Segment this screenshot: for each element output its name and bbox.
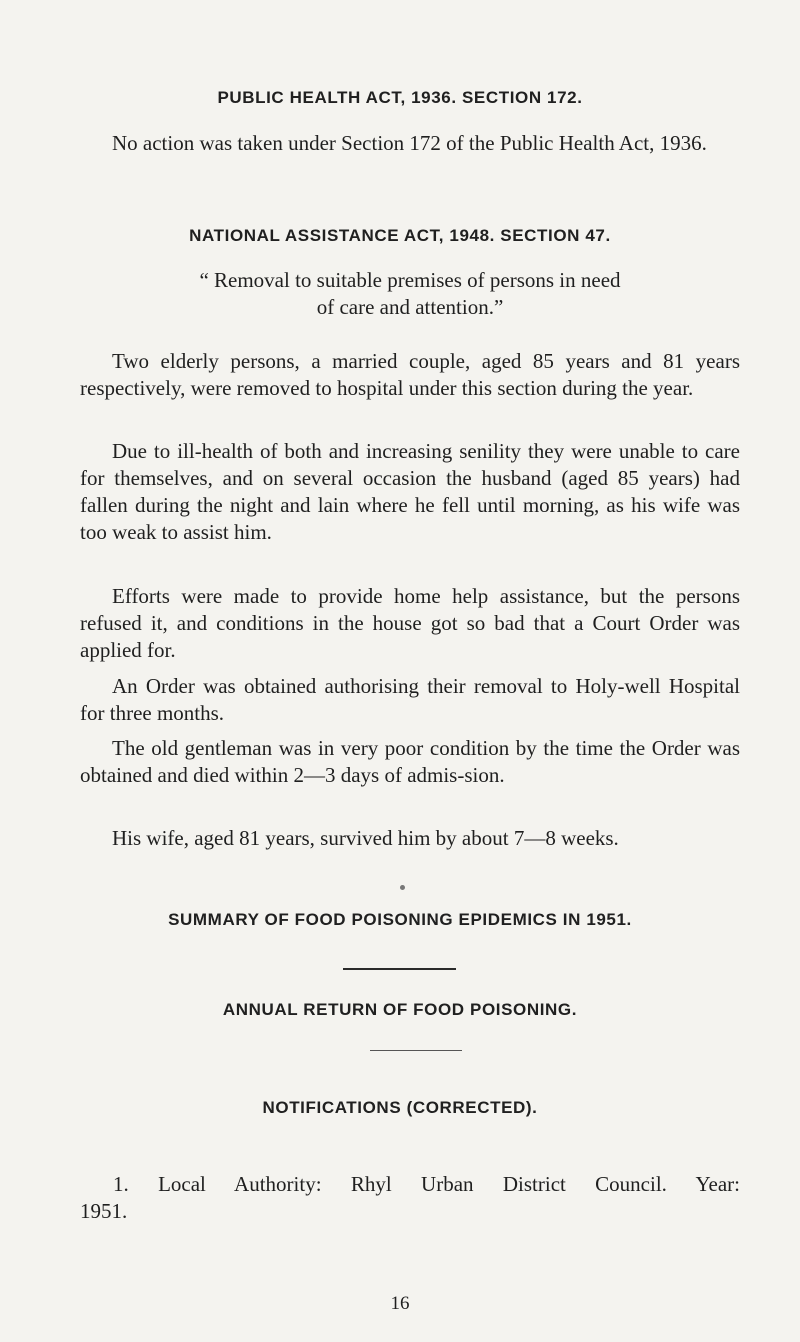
public-health-act-heading: PUBLIC HEALTH ACT, 1936. SECTION 172. (217, 88, 583, 107)
notification-item-1-line-2: 1951. (80, 1199, 128, 1223)
notification-item-1-line-1: 1. Local Authority: Rhyl Urban District Council. Year: (113, 1172, 740, 1196)
notifications-heading: NOTIFICATIONS (CORRECTED). (262, 1098, 538, 1117)
stray-mark (400, 885, 405, 890)
national-assistance-act-heading: NATIONAL ASSISTANCE ACT, 1948. SECTION 47. (189, 226, 611, 245)
divider-rule-1 (343, 968, 456, 970)
divider-rule-2 (370, 1050, 462, 1051)
paragraph-efforts: Efforts were made to provide home help assistance, but the persons refused it, and conditions in the house got so bad that a Court Order was applied for. (80, 584, 740, 662)
paragraph-removal: Two elderly persons, a married couple, aged 85 years and 81 years respectively, were removed to hospital under this section during the year. (80, 349, 740, 400)
paragraph-wife: His wife, aged 81 years, survived him by about 7—8 weeks. (112, 826, 619, 850)
paragraph-ill-health: Due to ill-health of both and increasing senility they were unable to care for themselves, and on several occasion the husband (aged 85 years) had fallen during the night and lain where he fell until morning, as his wife was too weak to assist him. (80, 439, 740, 544)
page-number: 16 (390, 1293, 410, 1314)
paragraph-old-gentleman: The old gentleman was in very poor condition by the time the Order was obtained and died within 2—3 days of admis-sion. (80, 736, 740, 787)
summary-heading: SUMMARY OF FOOD POISONING EPIDEMICS IN 1951. (168, 910, 632, 929)
section-quote-line-1: “ Removal to suitable premises of persons in need (199, 268, 621, 292)
annual-return-heading: ANNUAL RETURN OF FOOD POISONING. (222, 1000, 578, 1019)
public-health-act-paragraph: No action was taken under Section 172 of the Public Health Act, 1936. (112, 131, 707, 155)
paragraph-order: An Order was obtained authorising their removal to Holy-well Hospital for three months. (80, 674, 740, 725)
section-quote-line-2: of care and attention.” (316, 295, 504, 319)
